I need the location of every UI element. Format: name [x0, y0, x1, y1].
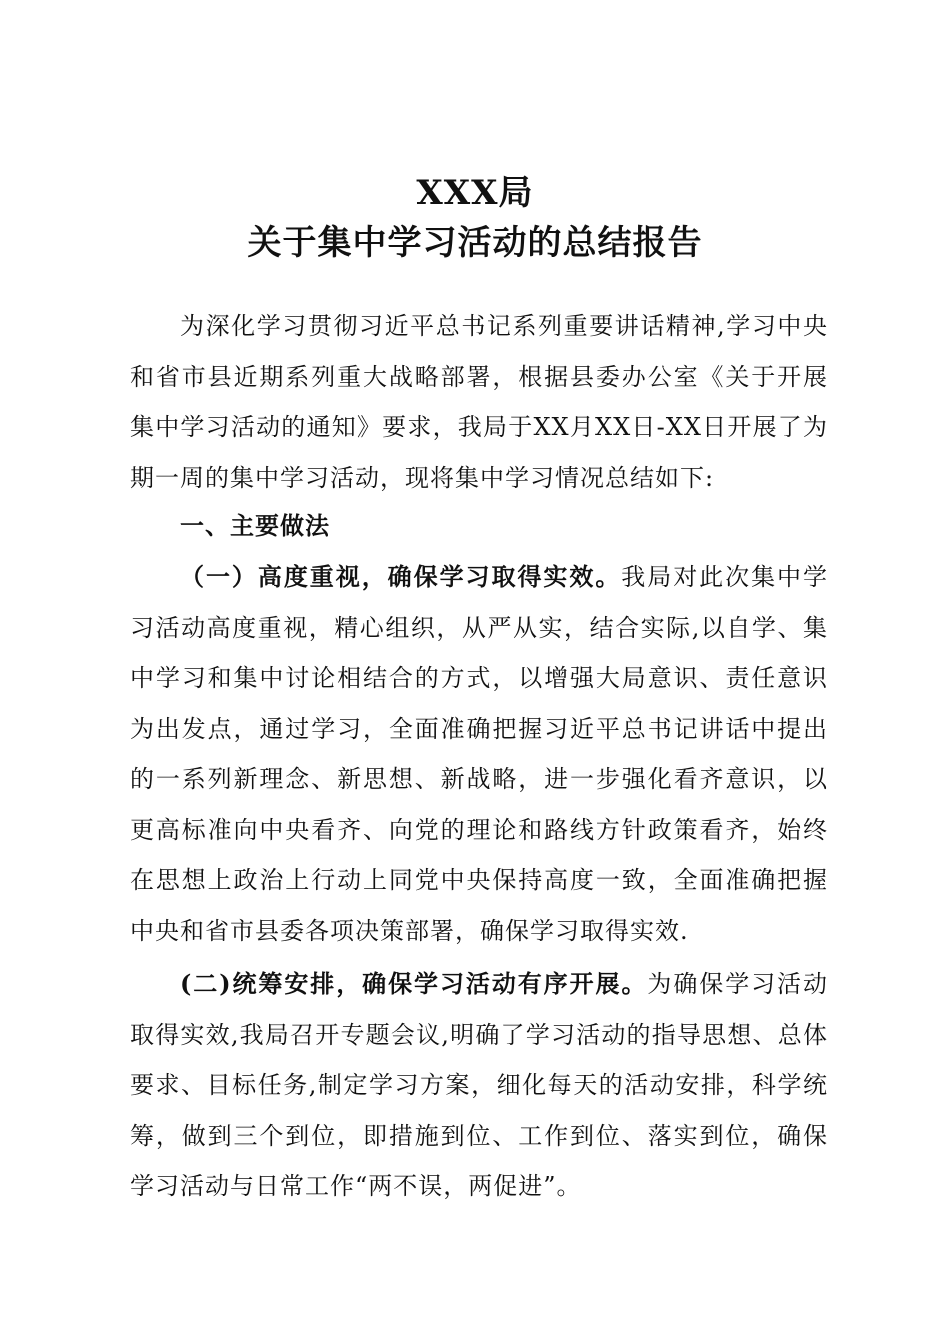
subsection-1-paragraph — [130, 552, 828, 956]
document-title: 关于集中学习活动的总结报告 — [247, 223, 703, 263]
intro-paragraph: 为深化学习贯彻习近平总书记系列重要讲话精神,学习中央和省市县近期系列重大战略部署，根据县委办公室《关于开展集中学习活动的通知》要求，我局于XX月XX日-XX日开展了为期一周的集中学习活动，现将集中学习情况总结如下: — [130, 312, 828, 492]
subsection-2-lead: (二)统筹安排，确保学习活动有序开展。 — [180, 969, 648, 998]
document-title-org: XXX局 — [416, 173, 534, 213]
subsection-1-lead: （一）高度重视，确保学习取得实效。 — [180, 562, 622, 591]
section-heading-main-practices: 一、主要做法 — [180, 511, 330, 540]
subsection-2-text: 为确保学习活动取得实效,我局召开专题会议,明确了学习活动的指导思想、总体要求、目标任务,制定学习方案，细化每天的活动安排，科学统筹，做到三个到位，即措施到位、工作到位、落实到位，确保学习活动与日常工作“两不误，两促进”。 — [130, 970, 828, 1200]
subsection-2-paragraph — [130, 959, 828, 1212]
subsection-1-text: 我局对此次集中学习活动高度重视，精心组织，从严从实，结合实际,以自学、集中学习和集中讨论相结合的方式，以增强大局意识、责任意识为出发点，通过学习，全面准确把握习近平总书记讲话中提出的一系列新理念、新思想、新战略，进一步强化看齐意识，以更高标准向中央看齐、向党的理论和路线方针政策看齐，始终在思想上政治上行动上同党中央保持高度一致，全面准确把握中央和省市县委各项决策部署，确保学习取得实效. — [130, 563, 829, 945]
